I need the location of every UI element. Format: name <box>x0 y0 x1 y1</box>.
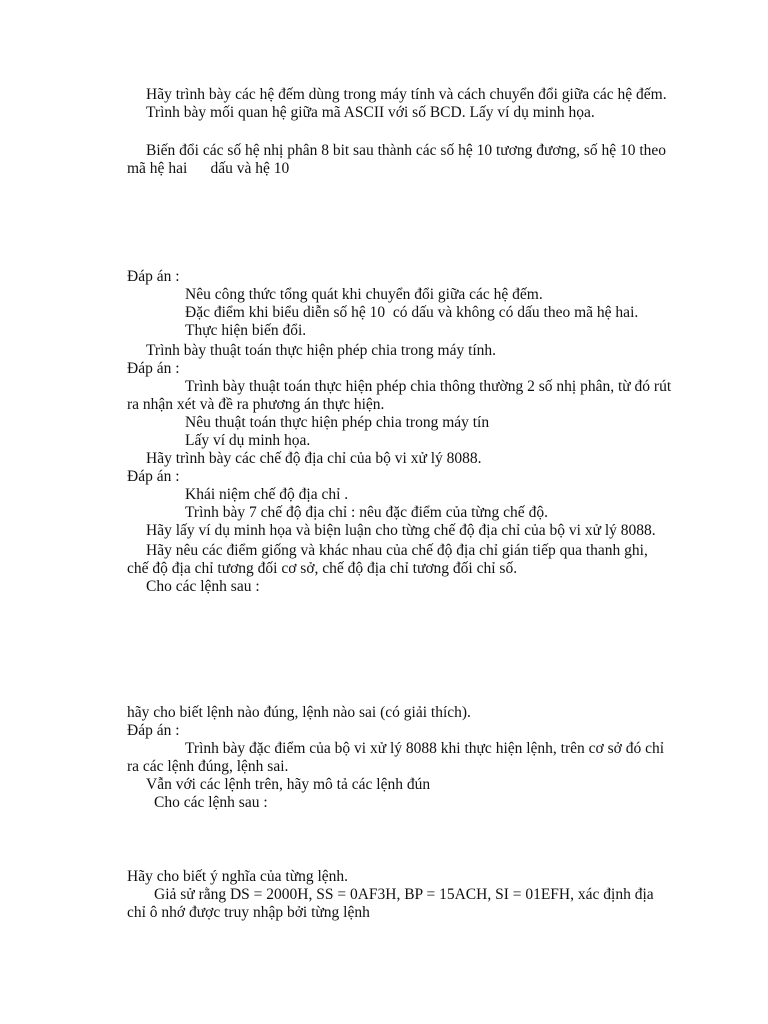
text-line: Trình bày 7 chế độ địa chỉ : nêu đặc điểm của từng chế độ. <box>185 504 548 521</box>
text-line: Trình bày thuật toán thực hiện phép chia thông thường 2 số nhị phân, từ đó rút <box>185 378 672 395</box>
answer-heading: Đáp án : <box>127 360 180 377</box>
text-line: Đặc điểm khi biểu diễn số hệ 10 có dấu và không có dấu theo mã hệ hai. <box>185 304 639 321</box>
text-line: Trình bày mối quan hệ giữa mã ASCII với số BCD. Lấy ví dụ minh họa. <box>146 104 595 121</box>
text-line: ra nhận xét và đề ra phương án thực hiện. <box>127 396 385 413</box>
text-line: Thực hiện biến đổi. <box>185 322 307 339</box>
answer-heading: Đáp án : <box>127 722 180 739</box>
text-line: Hãy trình bày các chế độ địa chỉ của bộ vi xử lý 8088. <box>146 450 482 467</box>
text-line: mã hệ hai dấu và hệ 10 <box>127 160 290 177</box>
text-line: Hãy nêu các điểm giống và khác nhau của chế độ địa chỉ gián tiếp qua thanh ghi, <box>146 542 648 559</box>
text-line: Trình bày thuật toán thực hiện phép chia trong máy tính. <box>146 342 497 359</box>
text-line: Hãy trình bày các hệ đếm dùng trong máy tính và cách chuyển đổi giữa các hệ đếm. <box>146 86 667 103</box>
text-line: Hãy lấy ví dụ minh họa và biện luận cho từng chế độ địa chỉ của bộ vi xử lý 8088. <box>146 522 656 539</box>
answer-heading: Đáp án : <box>127 468 180 485</box>
text-line: Nêu công thức tổng quát khi chuyển đổi giữa các hệ đếm. <box>185 286 543 303</box>
text-line: ra các lệnh đúng, lệnh sai. <box>127 758 289 775</box>
text-line: Khái niệm chế độ địa chỉ . <box>185 486 349 503</box>
text-line: Giả sử rằng DS = 2000H, SS = 0AF3H, BP = 15ACH, SI = 01EFH, xác định địa <box>154 886 654 903</box>
text-line: hãy cho biết lệnh nào đúng, lệnh nào sai (có giải thích). <box>127 704 471 721</box>
text-line: Trình bày đặc điểm của bộ vi xử lý 8088 khi thực hiện lệnh, trên cơ sở đó chỉ <box>185 740 665 757</box>
text-line: chỉ ô nhớ được truy nhập bởi từng lệnh <box>127 904 370 921</box>
answer-heading: Đáp án : <box>127 268 180 285</box>
text-line: Cho các lệnh sau : <box>154 794 268 811</box>
text-line: chế độ địa chỉ tương đối cơ sở, chế độ địa chỉ tương đối chỉ số. <box>127 560 518 577</box>
text-line: Cho các lệnh sau : <box>146 578 260 595</box>
text-line: Nêu thuật toán thực hiện phép chia trong máy tín <box>185 414 490 431</box>
text-line: Hãy cho biết ý nghĩa của từng lệnh. <box>127 868 349 885</box>
text-line: Biến đổi các số hệ nhị phân 8 bit sau thành các số hệ 10 tương đương, số hệ 10 theo <box>146 142 667 159</box>
text-line: Vẫn với các lệnh trên, hãy mô tả các lệnh đún <box>146 776 431 793</box>
text-line: Lấy ví dụ minh họa. <box>185 432 311 449</box>
